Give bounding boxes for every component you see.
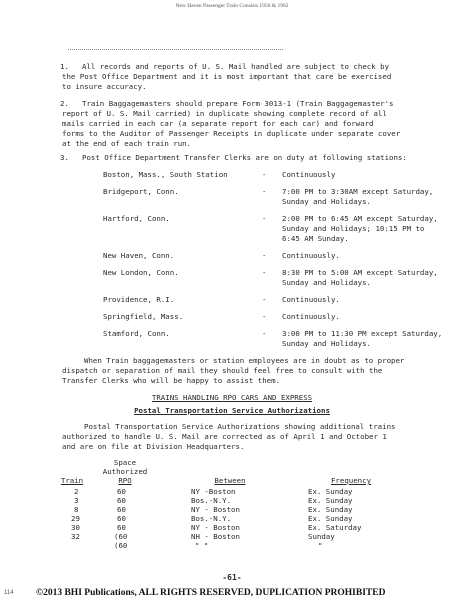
item-number: 1. (60, 62, 69, 71)
station-name: Providence, R.I. (103, 295, 175, 304)
header-frequency: Frequency (330, 476, 372, 485)
subsection-title: Postal Transportation Service Authorizations (134, 406, 330, 415)
cell-rpo: (60 (114, 541, 128, 550)
header-authorized: Authorized (102, 467, 148, 476)
note-line: dispatch or separation of mail they should feel free to consult with the (62, 366, 383, 375)
station-hours: Continuously. (282, 312, 340, 321)
cell-between: Bos.-N.Y. (191, 514, 232, 523)
dash: - (262, 268, 267, 277)
dash: - (262, 251, 267, 260)
auth-line: Postal Transportation Service Authorizations showing additional trains (84, 422, 396, 431)
item-number: 2. (60, 99, 69, 108)
dash: - (262, 295, 267, 304)
station-name: Springfield, Mass. (103, 312, 184, 321)
station-hours: Sunday and Holidays. (282, 197, 371, 206)
station-hours: 8:30 PM to 5:00 AM except Saturday, (282, 268, 438, 277)
item-line: at the end of each train run. (62, 139, 192, 148)
faded-heading-line (68, 44, 283, 50)
note-line: Transfer Clerks who will be happy to assist them. (62, 376, 281, 385)
book-page-number: 114 (4, 590, 14, 596)
auth-line: and are on file at Division Headquarters. (62, 442, 245, 451)
station-hours: 6:45 AM Sunday. (282, 234, 349, 243)
dash: - (262, 312, 267, 321)
cell-rpo: 60 (117, 496, 126, 505)
cell-frequency: Ex. Sunday (308, 496, 353, 505)
cell-train: 29 (71, 514, 80, 523)
station-name: Boston, Mass., South Station (103, 170, 228, 179)
dash: - (262, 187, 267, 196)
item-line: forms to the Auditor of Passenger Receipts in duplicate under separate cover (62, 129, 401, 138)
cell-frequency: " (318, 541, 323, 550)
cell-rpo: 60 (117, 487, 126, 496)
cell-train: 3 (74, 496, 79, 505)
cell-train: 32 (71, 532, 80, 541)
station-hours: 7:00 PM to 3:30AM except Saturday, (282, 187, 434, 196)
station-name: New Haven, Conn. (103, 251, 175, 260)
cell-frequency: Ex. Sunday (308, 487, 353, 496)
cell-train: 2 (74, 487, 79, 496)
station-hours: Sunday and Holidays. (282, 278, 371, 287)
station-name: Bridgeport, Conn. (103, 187, 179, 196)
cell-between: Bos.-N.Y. (191, 496, 232, 505)
auth-line: authorized to handle U. S. Mail are corrected as of April 1 and October 1 (62, 432, 387, 441)
running-header: New Haven Passenger Train Consists 1956 & 1962 (175, 3, 289, 9)
header-rpo: RPO (118, 476, 132, 485)
station-hours: Sunday and Holidays; 10:15 PM to (282, 224, 425, 233)
dash: - (262, 214, 267, 223)
item-line: report of U. S. Mail carried) in duplicate showing complete record of all (62, 109, 387, 118)
dash: - (262, 329, 267, 338)
item-number: 3. (60, 153, 69, 162)
header-between: Between (214, 476, 246, 485)
cell-between: NY -Boston (191, 487, 236, 496)
page-number: -61- (222, 573, 242, 582)
item-line: to insure accuracy. (62, 82, 147, 91)
cell-rpo: (60 (114, 532, 128, 541)
cell-frequency: Ex. Saturday (308, 523, 362, 532)
cell-between: NH - Boston (191, 532, 240, 541)
station-name: New London, Conn. (103, 268, 179, 277)
item-line: All records and reports of U. S. Mail handled are subject to check by (82, 62, 390, 71)
header-train: Train (60, 476, 84, 485)
station-hours: 3:00 PM to 11:30 PM except Saturday, (282, 329, 443, 338)
cell-between: NY - Boston (191, 505, 240, 514)
station-hours: 2:00 PM to 6:45 AM except Saturday, (282, 214, 438, 223)
cell-train: 8 (74, 505, 79, 514)
cell-between: " " (195, 541, 209, 550)
cell-frequency: Sunday (308, 532, 335, 541)
copyright-footer: ©2013 BHI Publications, ALL RIGHTS RESERVED, DUPLICATION PROHIBITED (36, 588, 386, 598)
cell-rpo: 60 (117, 523, 126, 532)
cell-rpo: 60 (117, 514, 126, 523)
station-hours: Continuously. (282, 295, 340, 304)
station-hours: Continuously (282, 170, 336, 179)
station-name: Stamford, Conn. (103, 329, 170, 338)
dash: - (262, 170, 267, 179)
note-line: When Train baggagemasters or station employees are in doubt as to proper (84, 356, 405, 365)
item-line: Post Office Department Transfer Clerks are on duty at following stations: (82, 153, 407, 162)
cell-between: NY - Boston (191, 523, 240, 532)
item-line: the Post Office Department and it is most important that care be exercised (62, 72, 392, 81)
section-title: TRAINS HANDLING RPO CARS AND EXPRESS (151, 393, 313, 402)
cell-train: 30 (71, 523, 80, 532)
station-hours: Sunday and Holidays. (282, 339, 371, 348)
item-line: mails carried in each car (a separate report for each car) and forward (62, 119, 374, 128)
cell-rpo: 60 (117, 505, 126, 514)
station-hours: Continuously. (282, 251, 340, 260)
item-line: Train Baggagemasters should prepare Form 3013-1 (Train Baggagemaster's (82, 99, 394, 108)
cell-frequency: Ex. Sunday (308, 514, 353, 523)
station-name: Hartford, Conn. (103, 214, 170, 223)
cell-frequency: Ex. Sunday (308, 505, 353, 514)
header-space: Space (113, 458, 137, 467)
